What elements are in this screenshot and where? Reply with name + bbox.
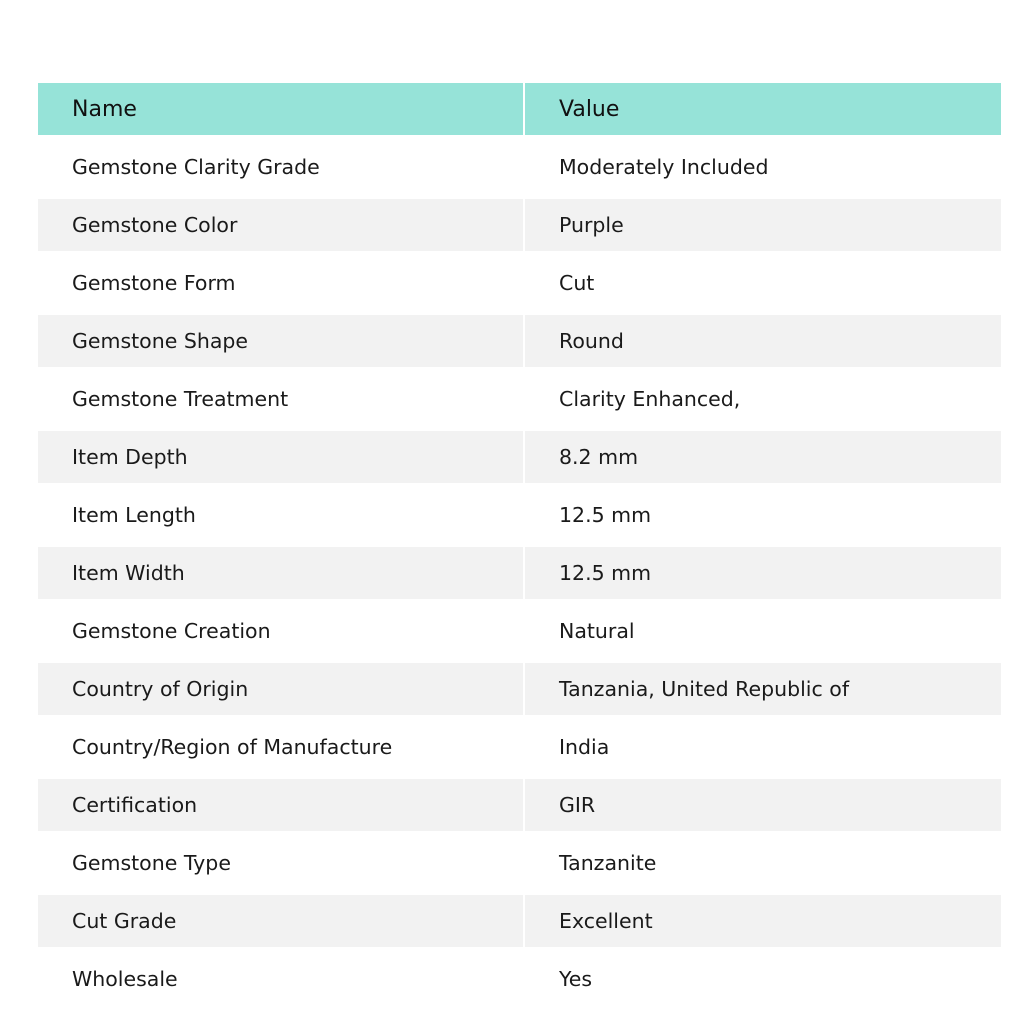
row-name-cell: Item Length: [38, 483, 525, 541]
row-name-cell: Cut Grade: [38, 889, 525, 947]
column-header-value: Value: [525, 83, 1001, 135]
table-row: [38, 425, 1001, 483]
row-name-cell: Item Width: [38, 541, 525, 599]
row-value-cell: GIR: [525, 773, 1001, 831]
row-name-cell: Wholesale: [38, 947, 525, 1005]
table-row: [38, 483, 1001, 541]
table-row: [38, 773, 1001, 831]
row-value-cell: Tanzanite: [525, 831, 1001, 889]
row-name-cell: Gemstone Creation: [38, 599, 525, 657]
row-name-cell: Item Depth: [38, 425, 525, 483]
table-row: [38, 541, 1001, 599]
table-row: [38, 831, 1001, 889]
row-value-cell: Moderately Included: [525, 135, 1001, 193]
table-row: [38, 947, 1001, 1005]
row-value-cell: 12.5 mm: [525, 541, 1001, 599]
specifications-table: [38, 83, 1001, 1005]
table-body: [38, 135, 1001, 1005]
row-name-cell: Gemstone Form: [38, 251, 525, 309]
table-row: [38, 599, 1001, 657]
row-name-cell: Gemstone Color: [38, 193, 525, 251]
row-name-cell: Gemstone Type: [38, 831, 525, 889]
table-row: [38, 251, 1001, 309]
table-row: [38, 715, 1001, 773]
row-value-cell: Purple: [525, 193, 1001, 251]
row-name-cell: Gemstone Clarity Grade: [38, 135, 525, 193]
table-row: [38, 309, 1001, 367]
row-value-cell: Excellent: [525, 889, 1001, 947]
table-header: [38, 83, 1001, 135]
table-row: [38, 193, 1001, 251]
row-name-cell: Gemstone Treatment: [38, 367, 525, 425]
row-value-cell: Cut: [525, 251, 1001, 309]
table-row: [38, 657, 1001, 715]
row-value-cell: Yes: [525, 947, 1001, 1005]
row-value-cell: Natural: [525, 599, 1001, 657]
row-name-cell: Gemstone Shape: [38, 309, 525, 367]
row-value-cell: Clarity Enhanced,: [525, 367, 1001, 425]
table-row: [38, 135, 1001, 193]
row-value-cell: Round: [525, 309, 1001, 367]
table-header-row: [38, 83, 1001, 135]
row-name-cell: Country/Region of Manufacture: [38, 715, 525, 773]
row-value-cell: India: [525, 715, 1001, 773]
row-name-cell: Country of Origin: [38, 657, 525, 715]
column-header-name: Name: [38, 83, 525, 135]
table-row: [38, 367, 1001, 425]
row-value-cell: 8.2 mm: [525, 425, 1001, 483]
row-value-cell: 12.5 mm: [525, 483, 1001, 541]
row-value-cell: Tanzania, United Republic of: [525, 657, 1001, 715]
row-name-cell: Certification: [38, 773, 525, 831]
table-row: [38, 889, 1001, 947]
